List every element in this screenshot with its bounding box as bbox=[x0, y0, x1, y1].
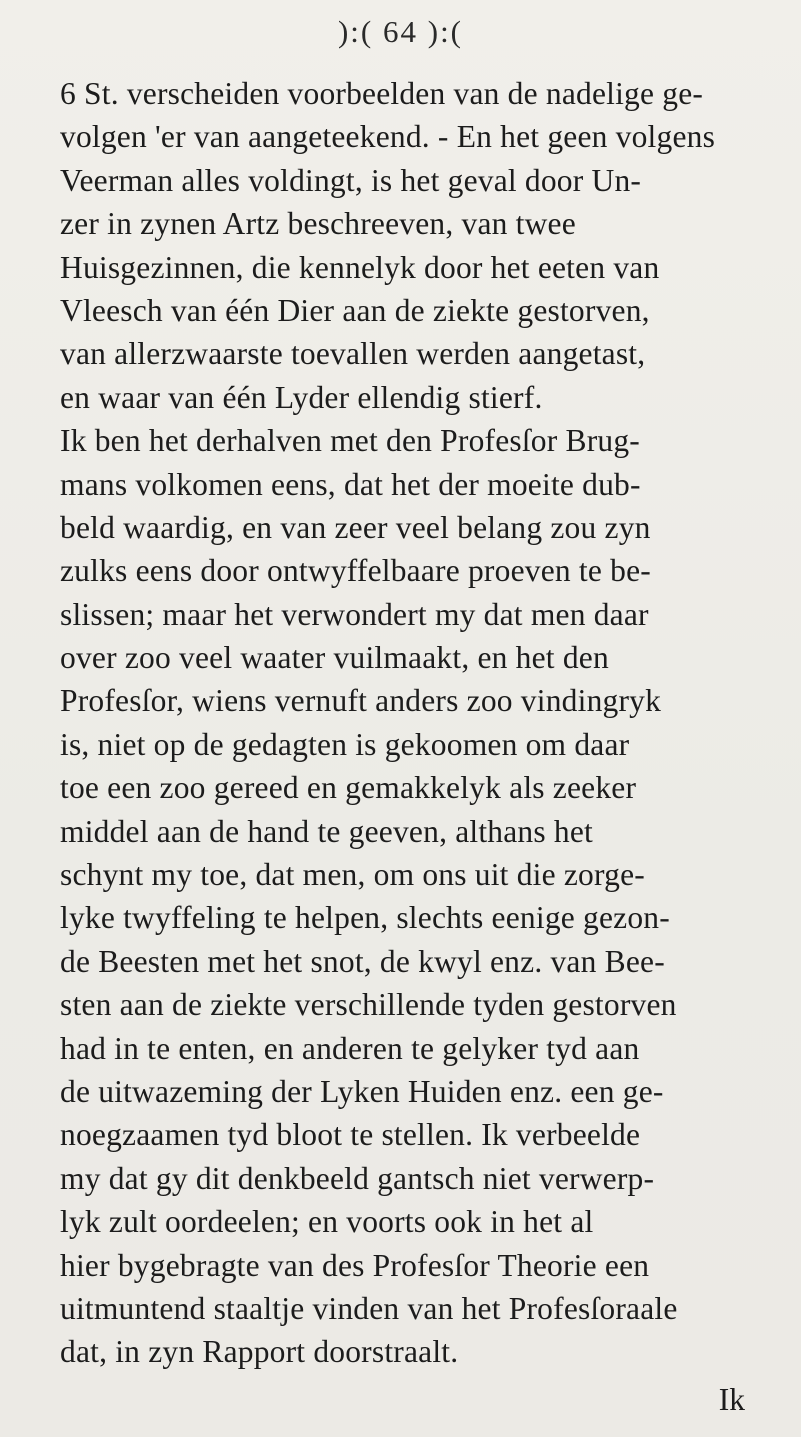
text-line: de Beesten met het snot, de kwyl enz. van Bee- bbox=[60, 943, 665, 979]
text-line: en waar van één Lyder ellendig stierf. bbox=[60, 379, 543, 415]
text-line: lyk zult oordeelen; en voorts ook in het al bbox=[60, 1204, 594, 1240]
text-line: slissen; maar het verwondert my dat men daar bbox=[60, 596, 649, 632]
catchword: Ik bbox=[718, 1382, 745, 1417]
text-line: van allerzwaarste toevallen werden aangetast, bbox=[60, 336, 646, 372]
text-line: beld waardig, en van zeer veel belang zou zyn bbox=[60, 509, 651, 545]
body-text bbox=[60, 72, 760, 1374]
text-line: zer in zynen Artz beschreeven, van twee bbox=[60, 206, 576, 242]
text-line: Ik ben het derhalven met den Profesſor Brug- bbox=[60, 423, 640, 459]
text-line: had in te enten, en anderen te gelyker tyd aan bbox=[60, 1030, 640, 1066]
text-line: dat, in zyn Rapport doorstraalt. bbox=[60, 1334, 459, 1370]
text-line: uitmuntend staaltje vinden van het Profesſoraale bbox=[60, 1290, 678, 1326]
text-line: volgen 'er van aangeteekend. - En het geen volgens bbox=[60, 119, 716, 155]
text-line: over zoo veel waater vuilmaakt, en het den bbox=[60, 640, 609, 676]
text-line: sten aan de ziekte verschillende tyden gestorven bbox=[60, 987, 677, 1023]
text-line: de uitwazeming der Lyken Huiden enz. een ge- bbox=[60, 1073, 664, 1109]
text-line: lyke twyffeling te helpen, slechts eenige gezon- bbox=[60, 900, 670, 936]
text-line: noegzaamen tyd bloot te stellen. Ik verbeelde bbox=[60, 1117, 641, 1153]
page-header: ):( 64 ):( bbox=[337, 14, 464, 49]
text-line: toe een zoo gereed en gemakkelyk als zeeker bbox=[60, 770, 637, 806]
text-line: hier bygebragte van des Profesſor Theorie een bbox=[60, 1247, 650, 1283]
text-line: is, niet op de gedagten is gekoomen om daar bbox=[60, 726, 630, 762]
text-line: zulks eens door ontwyffelbaare proeven te be- bbox=[60, 553, 651, 589]
text-line: mans volkomen eens, dat het der moeite dub- bbox=[60, 466, 641, 502]
text-line: my dat gy dit denkbeeld gantsch niet verwerp- bbox=[60, 1160, 655, 1196]
text-line: middel aan de hand te geeven, althans het bbox=[60, 813, 593, 849]
text-line: Profesſor, wiens vernuft anders zoo vindingryk bbox=[60, 683, 662, 719]
text-line: Huisgezinnen, die kennelyk door het eeten van bbox=[60, 249, 660, 285]
text-line: 6 St. verscheiden voorbeelden van de nadelige ge- bbox=[60, 76, 704, 111]
text-line: Veerman alles voldingt, is het geval door Un- bbox=[60, 162, 642, 198]
text-line: Vleesch van één Dier aan de ziekte gestorven, bbox=[60, 292, 650, 328]
text-line: schynt my toe, dat men, om ons uit die zorge- bbox=[60, 857, 645, 893]
